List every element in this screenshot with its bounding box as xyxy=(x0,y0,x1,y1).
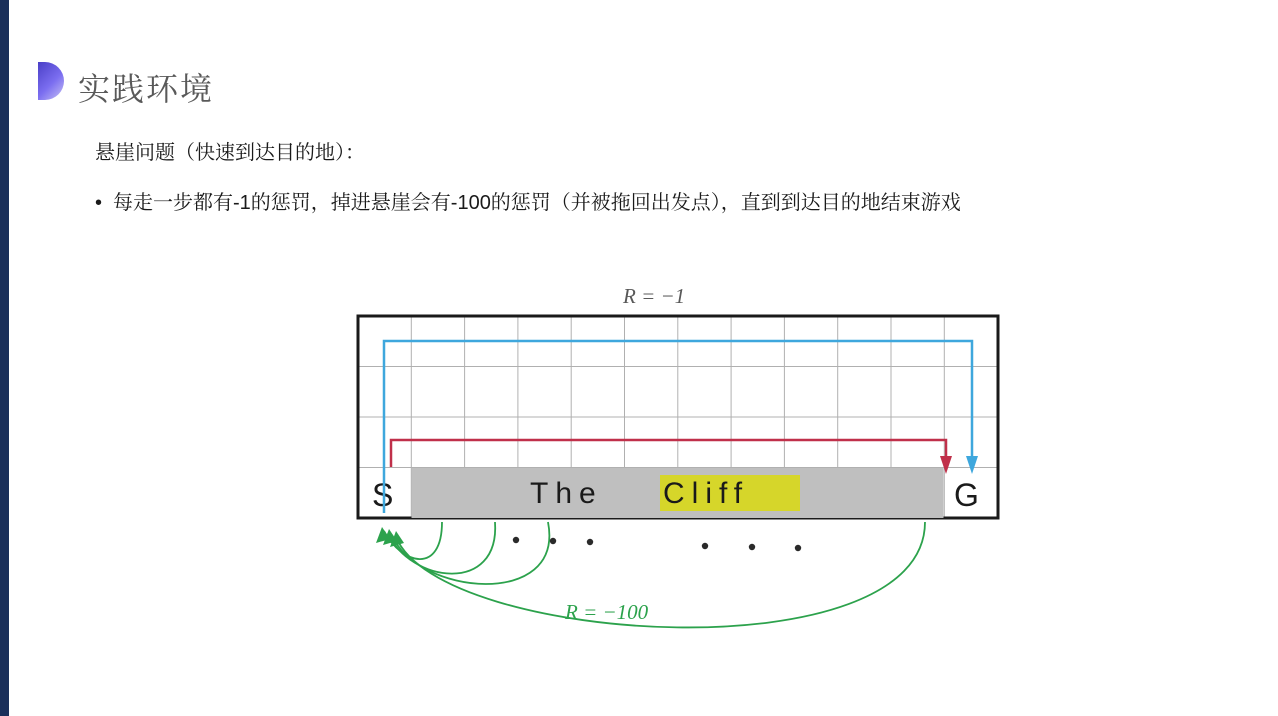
label-reward-cliff: R = −100 xyxy=(565,600,649,624)
slide-left-accent-bar xyxy=(0,0,9,716)
cliff-label-the: The xyxy=(530,477,603,510)
label-reward-step: R = −1 xyxy=(623,284,686,308)
cliff-walking-figure xyxy=(350,275,1030,665)
title-bullet-icon xyxy=(38,62,64,100)
title-bullet-shape xyxy=(38,62,64,100)
bullet-item xyxy=(95,186,961,215)
optimal-path-red xyxy=(391,440,946,467)
fall-back-arrowheads xyxy=(376,527,404,547)
bullet-item-label: 每走一步都有-1的惩罚，掉进悬崖会有-100的惩罚（并被拖回出发点），直到到达目的地结束游戏 xyxy=(113,192,961,214)
start-cell-label: S xyxy=(372,477,394,513)
cliff-label-cliff: Cliff xyxy=(663,477,750,510)
goal-cell-label: G xyxy=(954,477,979,513)
fall-back-curves xyxy=(384,522,925,627)
bullet-marker-icon: • xyxy=(95,192,103,214)
ellipsis-dots xyxy=(513,537,801,551)
page-title: 实践环境 xyxy=(78,71,215,107)
safe-path-arrowhead xyxy=(966,456,978,474)
subtitle-text: 悬崖问题（快速到达目的地）： xyxy=(95,142,365,164)
